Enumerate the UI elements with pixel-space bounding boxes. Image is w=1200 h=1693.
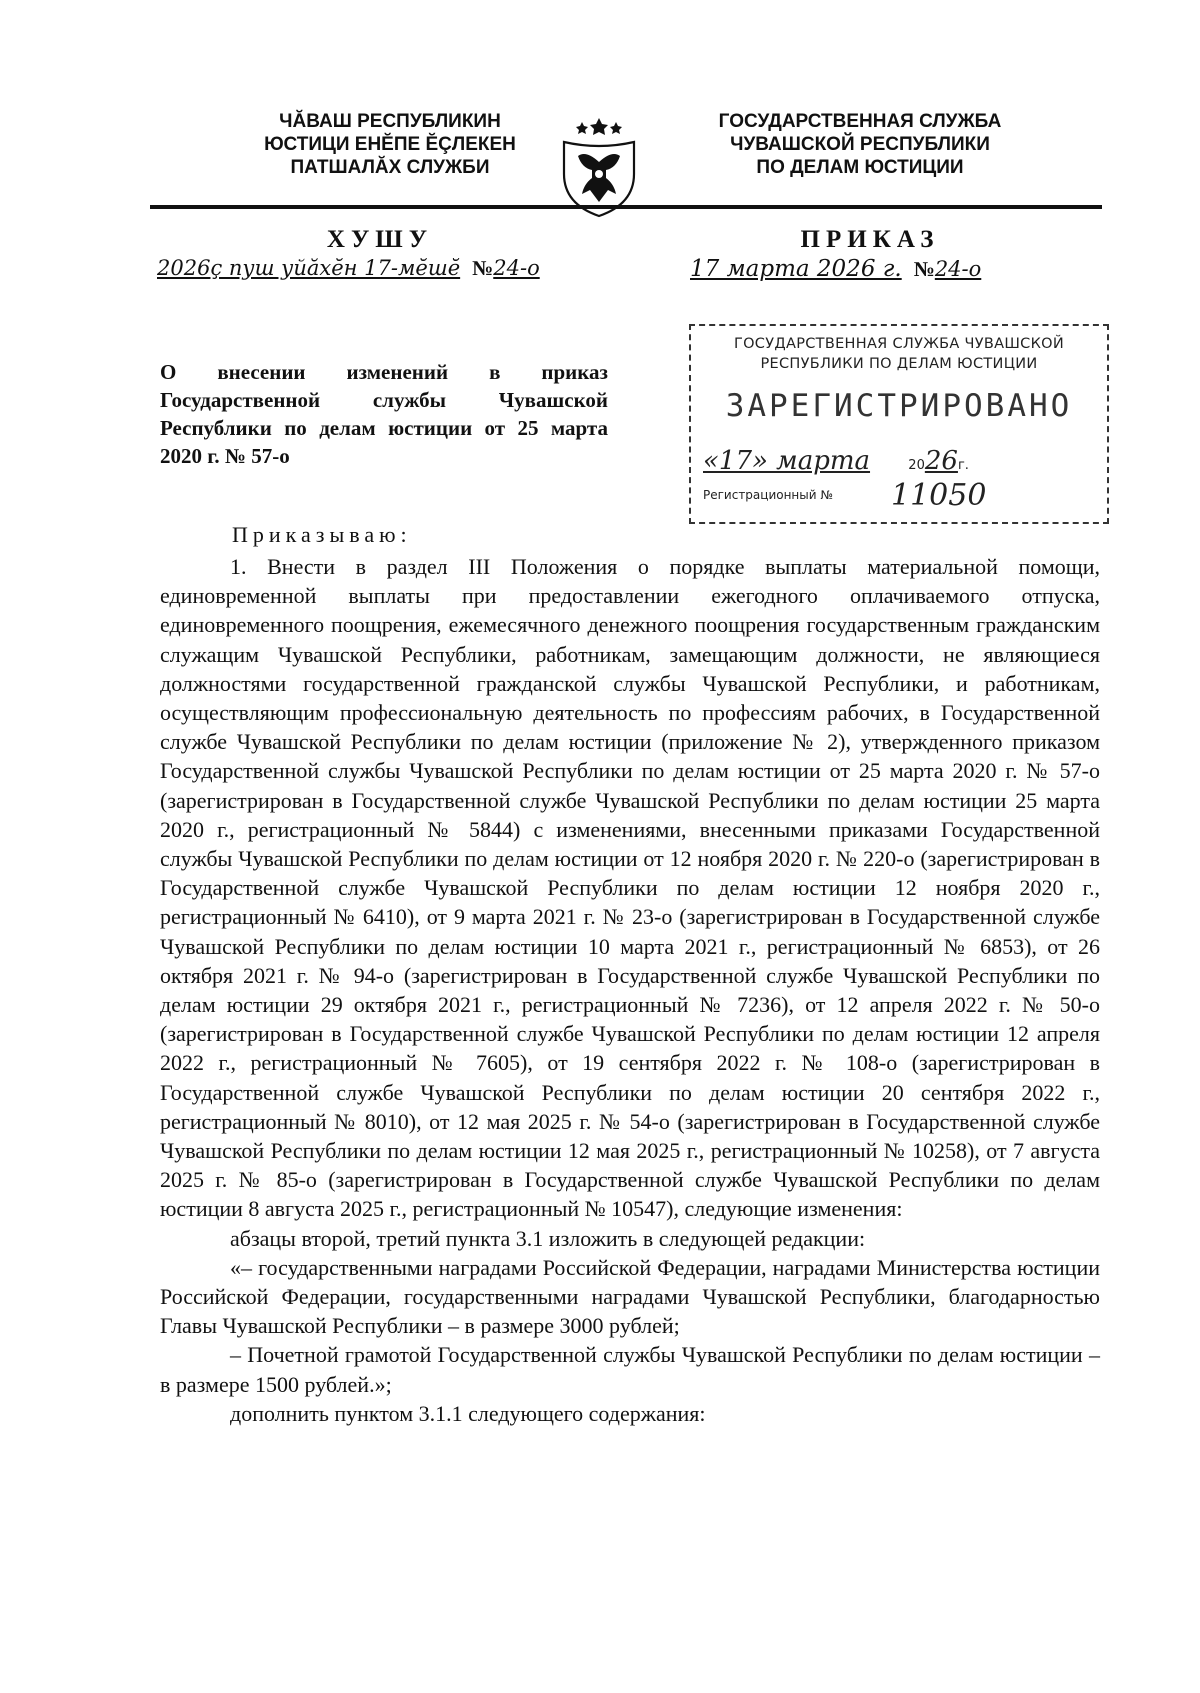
stamp-date: «17» марта [703,446,871,476]
stamp-status: ЗАРЕГИСТРИРОВАНО [725,388,1073,424]
registration-stamp [689,324,1109,524]
stamp-year-suffix: г. [957,458,969,473]
header-right-org-name [690,110,1030,179]
order-number-label-chuvash: № [472,256,494,280]
header-left-line-2: ЮСТИЦИ ЕНĔПЕ ĔÇЛЕКЕН [264,134,516,155]
header-right-line-2: ЧУВАШСКОЙ РЕСПУБЛИКИ [730,134,990,155]
body-paragraph-2: абзацы второй, третий пункта 3.1 изложить в следующей редакции: [230,1225,866,1251]
body-paragraph-4: – Почетной грамотой Государственной службы Чувашской Республики по делам юстиции – в размере 1500 рублей.»; [160,1342,1100,1397]
stamp-year: 26 [924,446,958,476]
header-divider [150,205,1102,209]
stamp-org-line-2: РЕСПУБЛИКИ ПО ДЕЛАМ ЮСТИЦИИ [760,356,1038,372]
order-number-label-russian: № [913,257,935,281]
order-body [160,552,1100,1428]
order-date-russian: 17 марта 2026 г. [690,256,902,282]
order-date-line-russian [690,256,981,282]
stamp-year-prefix: 20 [908,458,925,473]
order-number-russian: 24-о [934,257,982,281]
header-left-line-3: ПАТШАЛĂХ СЛУЖБИ [290,157,490,178]
header-right-line-3: ПО ДЕЛАМ ЮСТИЦИИ [756,157,964,178]
stamp-reg-number: 11050 [891,478,987,513]
header-left-line-1: ЧĂВАШ РЕСПУБЛИКИН [279,111,501,132]
order-date-line-chuvash [157,256,540,281]
body-paragraph-5: дополнить пунктом 3.1.1 следующего содержания: [230,1400,706,1426]
order-number-chuvash: 24-о [493,256,540,280]
order-subject: О внесении изменений в приказ Государственной службы Чувашской Республики по делам юстиции от 25 марта 2020 г. № 57-о [160,360,608,468]
order-title-chuvash: ХУШУ [326,226,434,253]
stamp-date-line [703,446,969,476]
header-right-line-1: ГОСУДАРСТВЕННАЯ СЛУЖБА [718,111,1002,132]
body-paragraph-1: 1. Внести в раздел III Положения о порядке выплаты материальной помощи, единовременной выплаты при предоставлении ежегодного оплачиваемого отпуска, единовременного поощрения, ежемесячного денежного поощрения государственным гражданским служащим Чувашской Республики, работникам, замещающим должности, не являющиеся должностями государственной гражданской службы Чувашской Республики, и работникам, осуществляющим профессиональную деятельность по профессиям рабочих, в Государственной службе Чувашской Республики по делам юстиции (приложение № 2), утвержденного приказом Государственной службы Чувашской Республики по делам юстиции от 25 марта 2020 г. № 57-о (зарегистрирован в Государственной службе Чувашской Республики по делам юстиции 25 марта 2020 г., регистрационный № 5844) с изменениями, внесенными приказами Государственной службы Чувашской Республики по делам юстиции от 12 ноября 2020 г. № 220-о (зарегистрирован в Государственной службе Чувашской Республики по делам юстиции 12 ноября 2020 г., регистрационный № 6410), от 9 марта 2021 г. № 23-о (зарегистрирован в Государственной службе Чувашской Республики по делам юстиции 10 марта 2021 г., регистрационный № 6853), от 26 октября 2021 г. № 94-о (зарегистрирован в Государственной службе Чувашской Республики по делам юстиции 29 октября 2021 г., регистрационный № 7236), от 12 апреля 2022 г. № 50-о (зарегистрирован в Государственной службе Чувашской Республики по делам юстиции 12 апреля 2022 г., регистрационный № 7605), от 19 сентября 2022 г. № 108-о (зарегистрирован в Государственной службе Чувашской Республики по делам юстиции 20 сентября 2022 г., регистрационный № 8010), от 12 мая 2025 г. № 54-о (зарегистрирован в Государственной службе Чувашской Республики по делам юстиции 12 мая 2025 г., регистрационный № 10258), от 7 августа 2025 г. № 85-о (зарегистрирован в Государственной службе Чувашской Республики по делам юстиции 8 августа 2025 г., регистрационный № 10547), следующие изменения: [160,554,1100,1222]
order-title-russian: ПРИКАЗ [800,226,940,253]
stamp-org-name [691,334,1107,374]
order-date-chuvash: 2026ç пуш уйăхĕн 17-мĕшĕ [157,256,461,280]
chuvash-emblem-icon [556,112,642,220]
order-directive: Приказываю: [232,522,412,547]
stamp-reg-label: Регистрационный № [703,488,833,502]
body-paragraph-3: «– государственными наградами Российской Федерации, наградами Министерства юстиции Российской Федерации, государственными наградами Чувашской Республики, благодарностью Главы Чувашской Республики – в размере 3000 рублей; [160,1254,1100,1339]
header-left-org-name [230,110,550,179]
stamp-org-line-1: ГОСУДАРСТВЕННАЯ СЛУЖБА ЧУВАШСКОЙ [733,336,1065,352]
